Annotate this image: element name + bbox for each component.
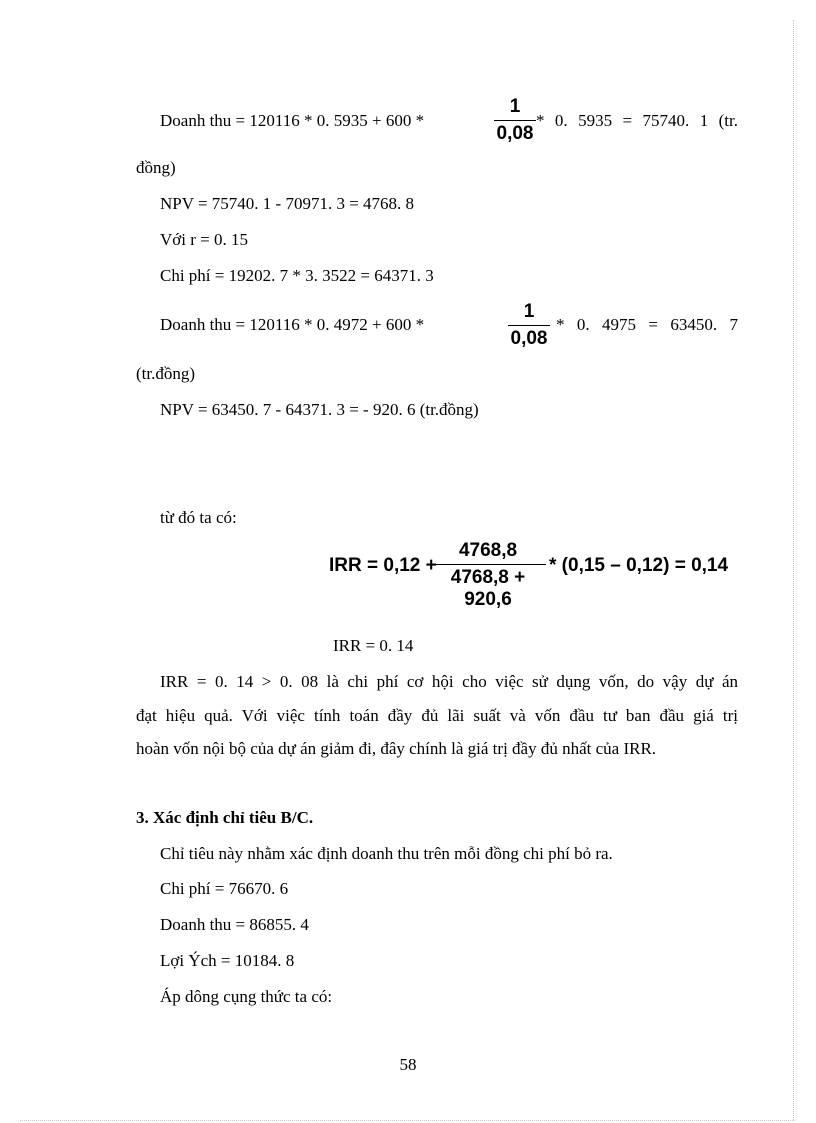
page-number: 58	[399, 1055, 417, 1074]
irr-fraction-numerator: 4768,8	[458, 540, 518, 561]
npv-line-2: NPV = 63450. 7 - 64371. 3 = - 920. 6 (tr.đồng)	[160, 400, 479, 419]
irr-formula-left: IRR = 0,12 +	[329, 555, 437, 576]
npv-line-1: NPV = 75740. 1 - 70971. 3 = 4768. 8	[160, 194, 415, 213]
bc-revenue: Doanh thu = 86855. 4	[160, 915, 309, 934]
therefore-line: từ đó ta có:	[160, 508, 237, 527]
fraction-1-denominator: 0,08	[496, 123, 534, 144]
page-border-right	[793, 20, 794, 1120]
fraction-2-numerator: 1	[523, 301, 535, 322]
revenue-line-1-left: Doanh thu = 120116 * 0. 5935 + 600 *	[160, 111, 425, 130]
bc-description: Chỉ tiêu này nhằm xác định doanh thu trên mỗi đồng chi phí bỏ ra.	[160, 844, 613, 863]
revenue-line-1-right: * 0. 5935 = 75740. 1 (tr.	[536, 111, 738, 130]
revenue-line-2-left: Doanh thu = 120116 * 0. 4972 + 600 *	[160, 315, 425, 334]
irr-fraction	[430, 540, 546, 611]
bc-cost: Chi phí = 76670. 6	[160, 879, 289, 898]
bc-apply: Áp dông cụng thức ta có:	[160, 987, 333, 1006]
irr-fraction-bar	[430, 564, 546, 565]
revenue-line-2-unit: (tr.đồng)	[136, 364, 196, 383]
bc-benefit: Lợi Ých = 10184. 8	[160, 951, 295, 970]
conclusion-line-3: hoàn vốn nội bộ của dự án giảm đi, đây chính là giá trị đầy đủ nhất của IRR.	[136, 739, 657, 758]
irr-fraction-denominator: 4768,8 + 920,6	[450, 567, 526, 610]
rate-line: Với r = 0. 15	[160, 230, 248, 249]
irr-formula-right: * (0,15 – 0,12) = 0,14	[549, 555, 729, 576]
revenue-line-2-right: * 0. 4975 = 63450. 7	[556, 315, 738, 334]
fraction-1	[494, 96, 536, 145]
fraction-1-numerator: 1	[509, 96, 521, 117]
conclusion-line-2: đạt hiệu quả. Với việc tính toán đầy đủ lãi suất và vốn đầu tư ban đầu giá trị	[136, 706, 738, 725]
fraction-2-denominator: 0,08	[510, 328, 548, 349]
page-border-bottom	[20, 1120, 795, 1121]
irr-result: IRR = 0. 14	[333, 636, 414, 655]
fraction-1-bar	[494, 120, 536, 121]
revenue-line-1-unit: đồng)	[136, 158, 176, 177]
conclusion-line-1: IRR = 0. 14 > 0. 08 là chi phí cơ hội cho việc sử dụng vốn, do vậy dự án	[160, 672, 738, 691]
fraction-2	[508, 301, 550, 350]
section-heading: 3. Xác định chỉ tiêu B/C.	[136, 808, 314, 827]
cost-line: Chi phí = 19202. 7 * 3. 3522 = 64371. 3	[160, 266, 434, 285]
fraction-2-bar	[508, 325, 550, 326]
